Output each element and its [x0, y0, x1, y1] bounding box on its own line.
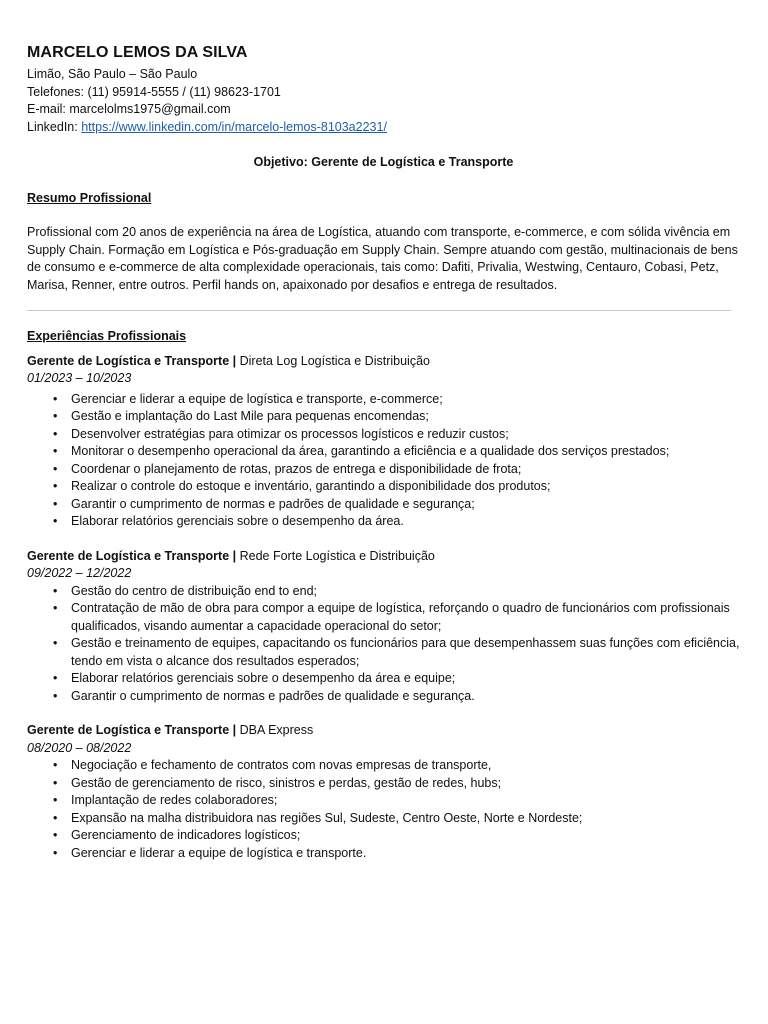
bullet-item: • Monitorar o desempenho operacional da área, garantindo a eficiência e a qualidade dos serviços prestados; [53, 443, 740, 461]
bullet-item: • Realizar o controle do estoque e inventário, garantindo a disponibilidade dos produtos; [53, 478, 740, 496]
bullet-item: • Coordenar o planejamento de rotas, prazos de entrega e disponibilidade de frota; [53, 461, 740, 479]
bullet-item: • Garantir o cumprimento de normas e padrões de qualidade e segurança. [53, 688, 740, 706]
bullet-item: • Gestão e treinamento de equipes, capacitando os funcionários para que desempenhassem suas funções com eficiência, tendo em vista o alcance dos resultados esperados; [53, 635, 740, 670]
job-period: 08/2020 – 08/2022 [27, 740, 132, 755]
linkedin-line [27, 119, 740, 137]
bullet-item: • Gestão e implantação do Last Mile para pequenas encomendas; [53, 408, 740, 426]
job-bullets [27, 391, 740, 531]
experience-title: Experiências Profissionais [27, 329, 187, 343]
location: Limão, São Paulo – São Paulo [27, 67, 198, 81]
bullet-item: • Gerenciamento de indicadores logísticos; [53, 827, 740, 845]
bullet-item: • Gerenciar e liderar a equipe de logística e transporte. [53, 845, 740, 863]
job-entry [27, 548, 740, 706]
job-heading [27, 722, 740, 740]
bullet-item: • Gestão do centro de distribuição end to end; [53, 583, 740, 601]
phones: Telefones: (11) 95914-5555 / (11) 98623-1701 [27, 84, 281, 99]
bullet-item: • Gerenciar e liderar a equipe de logística e transporte, e-commerce; [53, 391, 740, 409]
bullet-item: • Elaborar relatórios gerenciais sobre o desempenho da área. [53, 513, 740, 531]
linkedin-link[interactable]: https://www.linkedin.com/in/marcelo-lemos-8103a2231/ [81, 119, 387, 134]
job-heading [27, 548, 740, 566]
bullet-item: • Garantir o cumprimento de normas e padrões de qualidade e segurança; [53, 496, 740, 514]
bullet-item: • Contratação de mão de obra para compor a equipe de logística, reforçando o quadro de funcionários com profissionais qualificados, visando aumentar a capacidade operacional do setor; [53, 600, 740, 635]
job-period: 09/2022 – 12/2022 [27, 566, 132, 580]
job-role: Gerente de Logística e Transporte [27, 723, 230, 737]
job-company: DBA Express [239, 723, 314, 737]
job-role: Gerente de Logística e Transporte [27, 353, 230, 368]
objective: Objetivo: Gerente de Logística e Transporte [253, 155, 514, 169]
job-bullets [27, 583, 740, 706]
job-entry [27, 722, 740, 862]
bullet-item: • Negociação e fechamento de contratos com novas empresas de transporte, [53, 757, 740, 775]
job-separator: | [229, 548, 240, 563]
linkedin-label: LinkedIn: [27, 119, 82, 134]
job-role: Gerente de Logística e Transporte [27, 548, 230, 563]
bullet-item: • Gestão de gerenciamento de risco, sinistros e perdas, gestão de redes, hubs; [53, 775, 740, 793]
job-heading [27, 353, 740, 371]
job-company: Rede Forte Logística e Distribuição [239, 548, 435, 563]
job-entry [27, 353, 740, 531]
bullet-item: • Elaborar relatórios gerenciais sobre o desempenho da área e equipe; [53, 670, 740, 688]
section-divider [27, 310, 731, 311]
email: E-mail: marcelolms1975@gmail.com [27, 102, 231, 116]
job-separator: | [229, 723, 240, 737]
summary-title: Resumo Profissional [27, 190, 152, 205]
job-separator: | [229, 353, 240, 368]
contact-header [27, 42, 740, 136]
bullet-item: • Expansão na malha distribuidora nas regiões Sul, Sudeste, Centro Oeste, Norte e Nordeste; [53, 810, 740, 828]
job-period: 01/2023 – 10/2023 [27, 371, 132, 385]
bullet-item: • Desenvolver estratégias para otimizar os processos logísticos e reduzir custos; [53, 426, 740, 444]
bullet-item: • Implantação de redes colaboradores; [53, 792, 740, 810]
job-bullets [27, 757, 740, 862]
candidate-name: MARCELO LEMOS DA SILVA [27, 44, 248, 61]
job-company: Direta Log Logística e Distribuição [239, 353, 430, 368]
summary-text: Profissional com 20 anos de experiência na área de Logística, atuando com transporte, e-commerce, e com sólida vivência em Supply Chain. Formação em Logística e Pós-graduação em Supply Chain. Sempre atuando com gestão, multinacionais de bens de consumo e e-commerce de alta complexidade operacionais, tais como: Dafiti, Privalia, Westwing, Centauro, Cobasi, Petz, Marisa, Renner, entre outros. Perfil hands on, apaixonado por desafios e entrega de resultados. [27, 225, 738, 292]
